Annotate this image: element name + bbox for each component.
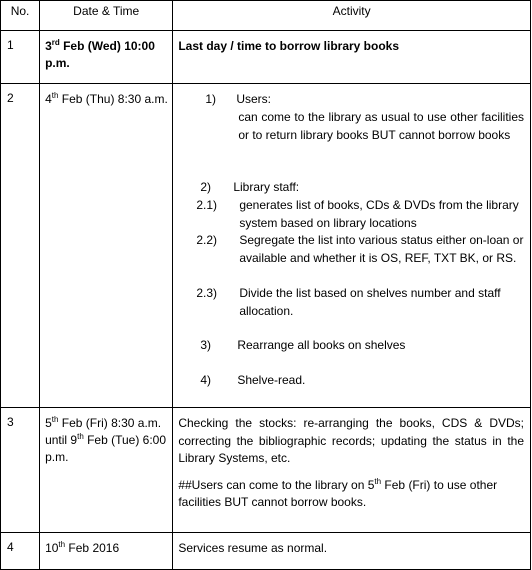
item-2-1-number: 2.1) xyxy=(196,198,217,212)
date-day: 4 xyxy=(45,92,52,106)
item-3-text: Rearrange all books on shelves xyxy=(237,338,406,352)
date-rest: Feb (Thu) 8:30 a.m. xyxy=(58,92,168,106)
date-suffix: rd xyxy=(51,38,60,47)
item-2-2-text: Segregate the list into various status either on-loan or available and whether it is OS, REF, TXT BK, or RS. xyxy=(239,233,524,265)
table-row xyxy=(1,84,531,408)
item-2-title: Library staff: xyxy=(233,180,300,194)
header-datetime: Date & Time xyxy=(40,1,173,31)
table-row xyxy=(1,408,531,533)
row-activity xyxy=(173,84,531,408)
row-number: 3 xyxy=(1,408,40,533)
header-activity: Activity xyxy=(173,1,531,31)
date-mid: Feb (Fri) 8:30 a.m. until 9 xyxy=(45,416,162,447)
item-2-number: 2) xyxy=(200,180,211,194)
date-suffix-2: th xyxy=(77,432,84,441)
item-2-2-number: 2.2) xyxy=(196,233,217,247)
row-activity xyxy=(173,408,531,533)
row-datetime xyxy=(40,533,173,570)
activity-paragraph-1: Checking the stocks: re-arranging the books, CDS & DVDs; correcting the bibliographic records; updating the status in the Library Systems, etc. xyxy=(178,416,524,465)
row-number: 2 xyxy=(1,84,40,408)
table-row xyxy=(1,31,531,84)
row-number: 4 xyxy=(1,533,40,570)
item-4-text: Shelve-read. xyxy=(237,373,306,387)
date-day: 3 xyxy=(45,39,52,53)
date-day: 10 xyxy=(45,541,59,555)
row-datetime xyxy=(40,408,173,533)
date-rest: Feb (Tue) 6:00 p.m. xyxy=(45,433,167,464)
activity-p2-suffix: th xyxy=(374,476,382,486)
date-suffix: th xyxy=(51,415,59,424)
item-2-3-text: Divide the list based on shelves number and staff allocation. xyxy=(239,286,501,318)
item-1-text: can come to the library as usual to use other facilities or to return library books BUT cannot borrow books xyxy=(238,110,524,142)
activity-p2-rest: Feb (Fri) to use other facilities BUT cannot borrow books. xyxy=(178,477,498,509)
item-4-number: 4) xyxy=(200,373,211,387)
item-2-3-number: 2.3) xyxy=(196,286,217,300)
activity-p2-start: ##Users can come to the library on 5 xyxy=(178,477,375,492)
date-suffix: th xyxy=(51,91,59,100)
header-no: No. xyxy=(1,1,40,31)
row-number: 1 xyxy=(1,31,40,84)
activity-paragraph-2 xyxy=(178,477,524,512)
date-day: 5 xyxy=(45,416,52,430)
item-3-number: 3) xyxy=(200,338,211,352)
item-1-number: 1) xyxy=(205,92,216,106)
row-activity: Services resume as normal. xyxy=(173,533,531,570)
item-1-title: Users: xyxy=(236,92,271,106)
item-2-1-text: generates list of books, CDs & DVDs from the library system based on library locations xyxy=(239,198,519,230)
row-activity: Last day / time to borrow library books xyxy=(173,31,531,84)
date-rest: Feb (Wed) 10:00 p.m. xyxy=(45,39,155,70)
table-row xyxy=(1,533,531,570)
header-row xyxy=(1,1,531,31)
date-suffix: th xyxy=(58,540,66,549)
row-datetime xyxy=(40,31,173,84)
row-datetime xyxy=(40,84,173,408)
date-rest: Feb 2016 xyxy=(65,541,120,555)
